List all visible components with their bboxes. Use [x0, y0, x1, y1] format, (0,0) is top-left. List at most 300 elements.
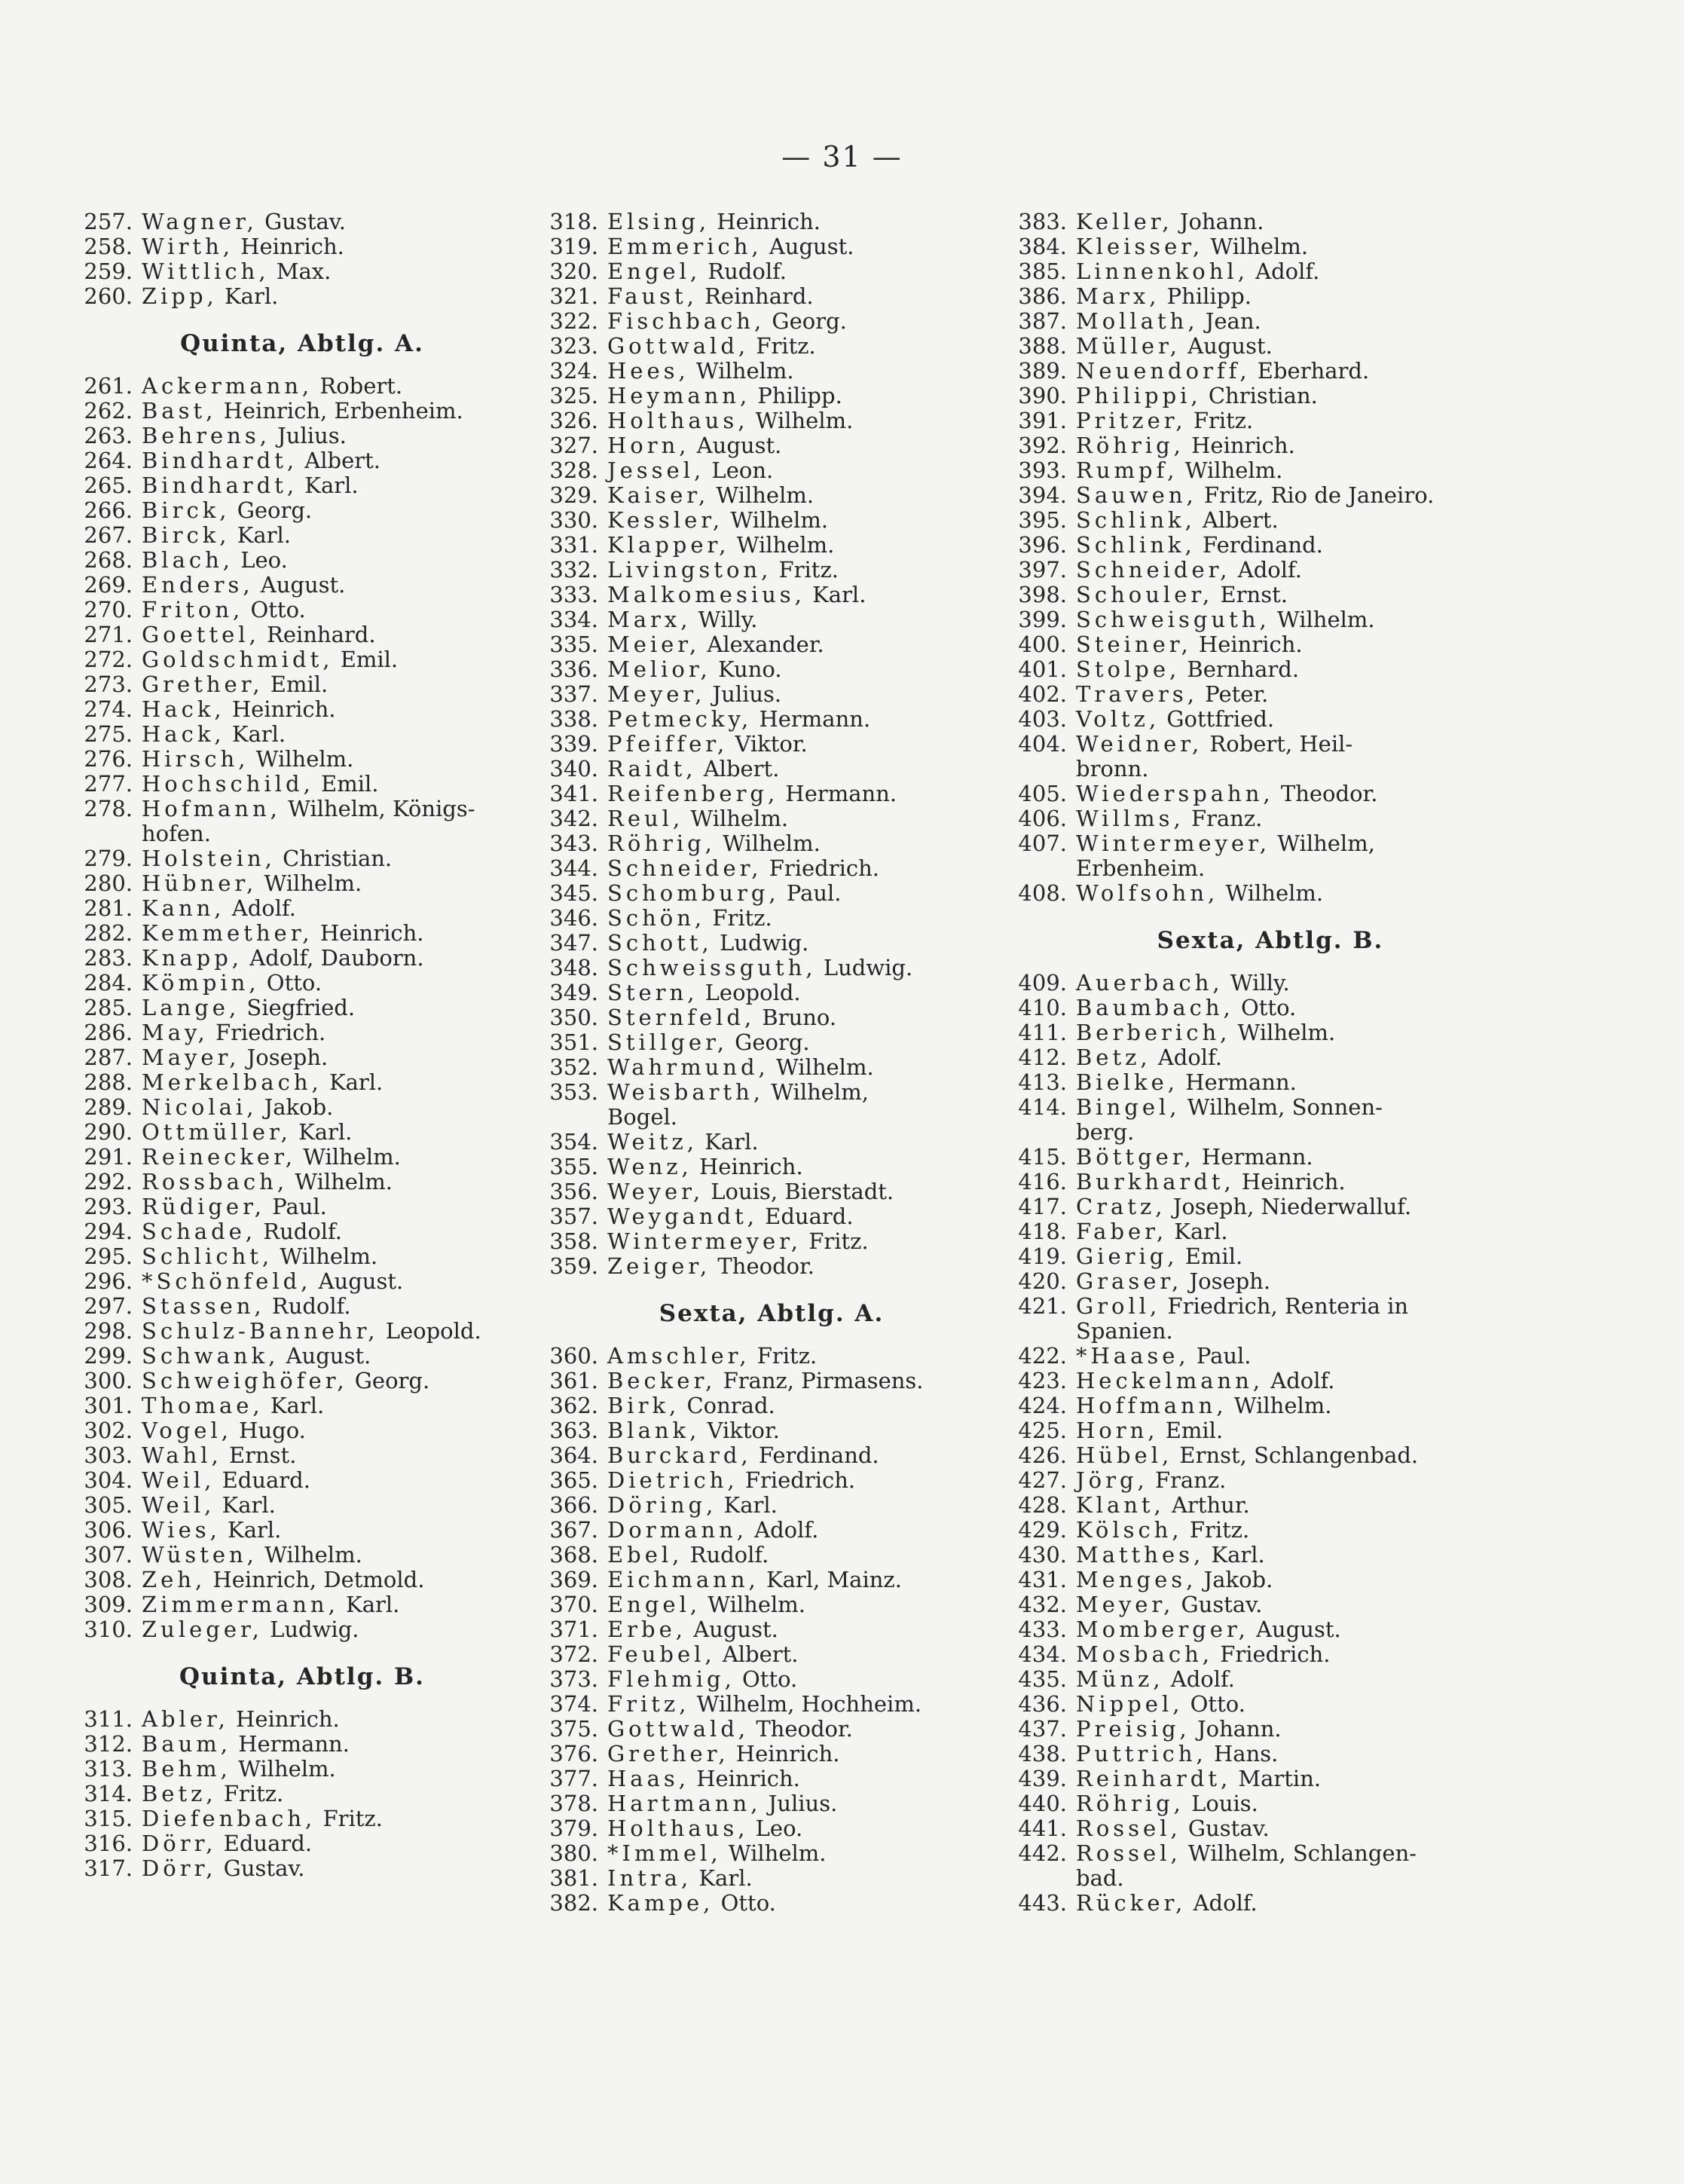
entry-name	[133, 374, 402, 399]
entry-name	[598, 1766, 800, 1791]
entry-number: 388.	[1018, 333, 1067, 359]
entry-surname: Ottmüller,	[142, 1119, 292, 1145]
entry-number: 326.	[549, 408, 598, 433]
entry-list	[538, 210, 1005, 1105]
entry-name	[1067, 284, 1252, 309]
entry-number: 374.	[549, 1691, 598, 1717]
list-item	[1007, 1592, 1534, 1617]
entry-number: 342.	[549, 806, 598, 831]
entry-list	[1007, 1891, 1534, 1916]
entry-given-name: Rudolf.	[256, 1219, 342, 1244]
entry-surname: Bindhardt,	[142, 448, 298, 473]
entry-given-name: Wilhelm.	[1218, 880, 1324, 906]
list-item	[1007, 1493, 1534, 1518]
list-item	[1007, 359, 1534, 384]
list-item	[1007, 1418, 1534, 1443]
entry-number: 419.	[1018, 1243, 1067, 1269]
entry-given-name: Ernst.	[222, 1442, 297, 1468]
entry-name	[598, 583, 866, 607]
entry-surname: Horn,	[607, 433, 690, 458]
entry-name	[133, 399, 463, 424]
entry-given-name: Karl.	[220, 1517, 282, 1543]
entry-surname: Rücker,	[1076, 1890, 1187, 1916]
entry-given-name: Hermann.	[1178, 1069, 1297, 1095]
entry-name	[133, 697, 336, 722]
entry-surname: Engel,	[607, 258, 701, 284]
entry-name	[133, 971, 322, 996]
entry-surname: Hübel,	[1076, 1442, 1173, 1468]
entry-given-name: Wilhelm.	[709, 482, 814, 508]
entry-surname: Stillger,	[607, 1029, 728, 1055]
entry-name	[1067, 1269, 1270, 1294]
list-item	[538, 1642, 1005, 1667]
entry-name	[598, 1717, 853, 1742]
entry-name	[133, 797, 475, 821]
entry-name	[133, 1045, 328, 1070]
entry-number: 361.	[549, 1368, 598, 1393]
entry-name	[133, 1732, 350, 1757]
list-item	[1007, 1617, 1534, 1642]
entry-number: 287.	[84, 1045, 133, 1070]
entry-given-name: Franz.	[1148, 1467, 1227, 1493]
entry-surname: Schön,	[607, 905, 706, 931]
entry-given-name: Eberhard.	[1250, 358, 1370, 384]
entry-name	[133, 896, 296, 921]
entry-number: 406.	[1018, 806, 1067, 831]
entry-surname: Baum,	[142, 1731, 231, 1757]
entry-number: 324.	[549, 358, 598, 384]
list-item	[538, 210, 1005, 234]
entry-number: 357.	[549, 1204, 598, 1229]
entry-given-name: Reinhard.	[697, 283, 814, 309]
entry-name	[1067, 1393, 1331, 1418]
entry-surname: Eichmann,	[607, 1567, 759, 1592]
list-item	[72, 210, 532, 234]
entry-number: 353.	[549, 1079, 598, 1105]
entry-given-name: Albert.	[1195, 507, 1279, 533]
entry-surname: Sternfeld,	[607, 1005, 756, 1030]
entry-surname: Reifenberg,	[607, 781, 779, 806]
list-item	[72, 259, 532, 284]
entry-number: 376.	[549, 1741, 598, 1766]
entry-list	[72, 374, 532, 821]
entry-number: 263.	[84, 423, 133, 448]
list-item	[1007, 1269, 1534, 1294]
list-item	[538, 1080, 1005, 1105]
list-item	[72, 846, 532, 871]
entry-surname: *Schönfeld,	[142, 1268, 312, 1294]
list-item	[538, 1030, 1005, 1055]
entry-number: 387.	[1018, 308, 1067, 334]
entry-given-name: Heinrich.	[225, 696, 336, 722]
entry-surname: Bindhardt,	[142, 473, 298, 498]
list-item	[72, 1269, 532, 1294]
list-item	[72, 1319, 532, 1344]
entry-number: 274.	[84, 696, 133, 722]
entry-number: 300.	[84, 1368, 133, 1393]
entry-surname: Berberich,	[1076, 1020, 1231, 1045]
entry-name	[598, 607, 758, 632]
list-item	[72, 573, 532, 598]
list-item	[1007, 583, 1534, 607]
entry-number: 297.	[84, 1293, 133, 1319]
entry-number: 358.	[549, 1228, 598, 1254]
entry-given-name: Otto.	[714, 1890, 776, 1916]
entry-continuation: Bogel.	[607, 1104, 677, 1130]
entry-name	[133, 1707, 340, 1732]
entry-name	[133, 1592, 399, 1617]
entry-given-name: Georg.	[230, 497, 313, 523]
entry-number: 282.	[84, 920, 133, 946]
entry-given-name: August.	[689, 433, 782, 458]
entry-name	[1067, 1219, 1228, 1244]
list-item	[1007, 996, 1534, 1020]
entry-surname: Meyer,	[1076, 1592, 1175, 1617]
entry-continuation: bad.	[1076, 1865, 1124, 1891]
entry-name	[133, 647, 398, 672]
entry-surname: Erbe,	[607, 1617, 686, 1642]
entry-name	[1067, 1443, 1418, 1468]
entry-number: 396.	[1018, 532, 1067, 558]
entry-number: 439.	[1018, 1766, 1067, 1791]
entry-surname: Auerbach,	[1076, 970, 1224, 996]
entry-number: 334.	[549, 607, 598, 632]
entry-name	[133, 1518, 281, 1543]
entry-number: 390.	[1018, 383, 1067, 408]
entry-given-name: Heinrich.	[228, 1706, 340, 1732]
entry-given-name: Wilhelm.	[701, 1592, 805, 1617]
list-item	[72, 1732, 532, 1757]
entry-name	[1067, 682, 1268, 707]
entry-name	[1067, 782, 1377, 806]
entry-number: 424.	[1018, 1393, 1067, 1418]
entry-surname: Feubel,	[607, 1641, 716, 1667]
entry-number: 402.	[1018, 681, 1067, 707]
entry-name	[133, 473, 359, 498]
list-item	[538, 980, 1005, 1005]
entry-surname: Diefenbach,	[142, 1806, 316, 1831]
list-item	[72, 1120, 532, 1145]
entry-number: 434.	[1018, 1641, 1067, 1667]
entry-given-name: Viktor.	[728, 731, 808, 757]
entry-given-name: Otto.	[243, 597, 306, 622]
entry-given-name: Georg.	[347, 1368, 430, 1393]
entry-name	[133, 946, 424, 971]
entry-given-name: Ferdinand.	[1195, 532, 1323, 558]
entry-given-name: Albert.	[696, 756, 780, 782]
entry-surname: Schweissguth,	[607, 955, 817, 980]
entry-number: 343.	[549, 830, 598, 856]
entry-name	[133, 747, 353, 772]
entry-surname: Matthes,	[1076, 1542, 1205, 1568]
entry-given-name: Wilhelm.	[721, 1840, 827, 1866]
entry-given-name: August.	[253, 572, 346, 598]
entry-given-name: Adolf.	[1151, 1045, 1223, 1070]
entry-surname: Stolpe,	[1076, 656, 1181, 682]
entry-number: 399.	[1018, 607, 1067, 632]
entry-surname: Hartmann,	[607, 1791, 762, 1816]
entry-number: 323.	[549, 333, 598, 359]
list-item	[72, 896, 532, 921]
list-item	[538, 508, 1005, 533]
entry-surname: Thomae,	[142, 1393, 264, 1418]
entry-given-name: Ludwig.	[712, 930, 809, 956]
entry-given-name: Franz, Pirmasens.	[716, 1368, 924, 1393]
list-item	[1007, 408, 1534, 433]
entry-surname: Fischbach,	[607, 308, 766, 334]
list-item	[1007, 806, 1534, 831]
entry-surname: Rossel,	[1076, 1815, 1181, 1841]
entry-name	[598, 682, 781, 707]
list-item	[1007, 1219, 1534, 1244]
list-item	[1007, 1891, 1534, 1916]
entry-name	[1067, 1891, 1258, 1916]
entry-given-name: Georg.	[727, 1029, 810, 1055]
list-item	[1007, 234, 1534, 259]
entry-surname: Dörr,	[142, 1831, 217, 1856]
entry-surname: Betz,	[1076, 1045, 1151, 1070]
entry-name	[598, 1393, 775, 1418]
entry-number: 435.	[1018, 1666, 1067, 1692]
entry-number: 384.	[1018, 234, 1067, 259]
list-item	[1007, 1518, 1534, 1543]
entry-surname: Hochschild,	[142, 771, 314, 797]
entry-name	[133, 1219, 342, 1244]
list-item	[538, 1369, 1005, 1393]
entry-surname: Intra,	[607, 1865, 692, 1891]
list-item	[1007, 971, 1534, 996]
entry-number: 273.	[84, 671, 133, 697]
entry-surname: Wahl,	[142, 1442, 222, 1468]
entry-number: 421.	[1018, 1293, 1067, 1319]
entry-number: 373.	[549, 1666, 598, 1692]
list-item	[1007, 632, 1534, 657]
list-item	[538, 1155, 1005, 1179]
entry-name	[598, 1204, 854, 1229]
entry-list	[1007, 1344, 1534, 1866]
entry-number: 293.	[84, 1194, 133, 1219]
entry-surname: Mosbach,	[1076, 1641, 1214, 1667]
entry-given-name: Otto.	[1183, 1691, 1245, 1717]
entry-number: 272.	[84, 647, 133, 672]
entry-number: 314.	[84, 1781, 133, 1806]
entry-number: 393.	[1018, 457, 1067, 483]
entry-number: 347.	[549, 930, 598, 956]
entry-number: 322.	[549, 308, 598, 334]
entry-name	[133, 1244, 377, 1269]
list-item	[72, 1045, 532, 1070]
entry-surname: Röhrig,	[1076, 433, 1184, 458]
entry-number: 329.	[549, 482, 598, 508]
entry-surname: Wittlich,	[142, 258, 270, 284]
entry-surname: Schweisguth,	[1076, 607, 1270, 632]
entry-surname: Rossbach,	[142, 1169, 289, 1194]
entry-list	[538, 1344, 1005, 1916]
entry-name	[598, 483, 814, 508]
entry-surname: Kann,	[142, 895, 225, 921]
entry-number: 367.	[549, 1517, 598, 1543]
entry-name	[598, 1369, 924, 1393]
list-item	[72, 284, 532, 309]
entry-given-name: Ernst, Schlangenbad.	[1172, 1442, 1419, 1468]
entry-name	[598, 558, 839, 583]
entry-surname: Nicolai,	[142, 1094, 258, 1120]
entry-surname: Baumbach,	[1076, 995, 1234, 1020]
entry-continuation: hofen.	[142, 821, 211, 846]
entry-surname: Flehmig,	[607, 1666, 735, 1692]
entry-surname: Betz,	[142, 1781, 217, 1806]
entry-number: 288.	[84, 1069, 133, 1095]
entry-number: 381.	[549, 1865, 598, 1891]
entry-name	[1067, 1816, 1270, 1841]
entry-number: 336.	[549, 656, 598, 682]
entry-name	[1067, 996, 1296, 1020]
entry-continuation: bronn.	[1076, 756, 1149, 782]
entry-surname: Kaiser,	[607, 482, 710, 508]
entry-number: 437.	[1018, 1716, 1067, 1742]
entry-name	[133, 548, 288, 573]
entry-given-name: Wilhelm,	[1270, 830, 1375, 856]
entry-given-name: Wilhelm.	[1270, 607, 1375, 632]
entry-surname: Kessler,	[607, 507, 724, 533]
entry-surname: Schneider,	[1076, 557, 1231, 583]
entry-surname: Grether,	[142, 671, 264, 697]
entry-given-name: Karl.	[322, 1069, 384, 1095]
entry-surname: Weitz,	[607, 1129, 698, 1155]
entry-number: 436.	[1018, 1691, 1067, 1717]
entry-name	[1067, 309, 1261, 334]
entry-given-name: Karl.	[698, 1129, 759, 1155]
list-item	[538, 856, 1005, 881]
entry-number: 308.	[84, 1567, 133, 1592]
entry-surname: Rumpf,	[1076, 457, 1178, 483]
entry-name	[133, 1194, 327, 1219]
entry-name	[598, 1642, 799, 1667]
entry-given-name: Wilhelm.	[1227, 1393, 1332, 1418]
entry-given-name: Christian.	[1201, 383, 1318, 408]
entry-name	[1067, 881, 1323, 906]
entry-given-name: Fritz.	[316, 1806, 383, 1831]
entry-name	[133, 1344, 371, 1369]
entry-surname: Lange,	[142, 995, 240, 1020]
entry-number: 318.	[549, 209, 598, 234]
entry-number: 407.	[1018, 830, 1067, 856]
entry-continuation: Erbenheim.	[1076, 855, 1206, 881]
entry-name	[598, 1030, 810, 1055]
list-item	[538, 1179, 1005, 1204]
entry-given-name: Rudolf.	[264, 1293, 351, 1319]
entry-name	[598, 1791, 837, 1816]
entry-number: 268.	[84, 547, 133, 573]
list-item	[1007, 433, 1534, 458]
list-item	[72, 1244, 532, 1269]
entry-name	[598, 1667, 797, 1692]
entry-surname: Zuleger,	[142, 1617, 263, 1642]
entry-given-name: Hermann.	[1194, 1144, 1313, 1170]
entry-name	[1067, 234, 1308, 259]
page-number: — 31 —	[781, 140, 903, 173]
entry-number: 438.	[1018, 1741, 1067, 1766]
entry-surname: Behrens,	[142, 423, 270, 448]
entry-name	[598, 210, 821, 234]
entry-number: 385.	[1018, 258, 1067, 284]
entry-given-name: Bruno.	[755, 1005, 837, 1030]
entry-number: 363.	[549, 1418, 598, 1443]
entry-number: 380.	[549, 1840, 598, 1866]
entry-given-name: Fritz.	[1186, 408, 1254, 433]
entry-given-name: Emil.	[263, 671, 329, 697]
list-item	[72, 1518, 532, 1543]
entry-surname: Zipp,	[142, 283, 218, 309]
entry-given-name: Eduard.	[215, 1467, 310, 1493]
entry-number: 304.	[84, 1467, 133, 1493]
entry-surname: Abler,	[142, 1706, 229, 1732]
entry-number: 423.	[1018, 1368, 1067, 1393]
entry-name	[1067, 1592, 1262, 1617]
entry-given-name: Leo.	[748, 1815, 803, 1841]
list-item	[72, 1443, 532, 1468]
entry-given-name: Kuno.	[711, 656, 782, 682]
entry-given-name: Gustav.	[1181, 1815, 1270, 1841]
column-3	[1007, 210, 1534, 1916]
entry-name	[598, 1080, 869, 1105]
entry-name	[598, 359, 794, 384]
list-item	[538, 806, 1005, 831]
entry-name	[598, 931, 808, 956]
entry-surname: Gottwald,	[607, 333, 750, 359]
entry-name	[598, 284, 814, 309]
entry-surname: Klant,	[1076, 1492, 1165, 1518]
entry-given-name: Heinrich.	[1234, 1169, 1346, 1194]
list-item	[538, 408, 1005, 433]
entry-name	[598, 956, 912, 980]
entry-surname: Graser,	[1076, 1268, 1183, 1294]
entry-given-name: Eduard.	[216, 1831, 313, 1856]
list-item	[72, 1707, 532, 1732]
entry-given-name: Jean.	[1198, 308, 1261, 334]
entry-given-name: Martin.	[1231, 1766, 1322, 1791]
list-item	[538, 1493, 1005, 1518]
entry-given-name: August.	[311, 1268, 404, 1294]
entry-list	[1007, 971, 1534, 1120]
entry-number: 350.	[549, 1005, 598, 1030]
list-item	[72, 871, 532, 896]
list-item	[1007, 1717, 1534, 1742]
entry-number: 285.	[84, 995, 133, 1020]
entry-number: 408.	[1018, 880, 1067, 906]
entry-given-name: Leopold.	[378, 1318, 481, 1344]
entry-given-name: Wilhelm.	[295, 1144, 401, 1170]
entry-name	[598, 334, 816, 359]
entry-number: 298.	[84, 1318, 133, 1344]
entry-given-name: Wilhelm.	[715, 830, 821, 856]
entry-name	[1067, 657, 1299, 682]
entry-given-name: Fritz, Rio de Janeiro.	[1197, 482, 1435, 508]
entry-number: 430.	[1018, 1542, 1067, 1568]
list-item	[1007, 533, 1534, 558]
entry-name	[133, 921, 424, 946]
entry-number: 386.	[1018, 283, 1067, 309]
entry-surname: Rossel,	[1076, 1840, 1181, 1866]
list-item	[538, 433, 1005, 458]
list-item	[1007, 707, 1534, 732]
entry-name	[1067, 1791, 1258, 1816]
entry-surname: Zeh,	[142, 1567, 206, 1592]
entry-number: 394.	[1018, 482, 1067, 508]
entry-name	[1067, 1617, 1341, 1642]
entry-number: 375.	[549, 1716, 598, 1742]
entry-given-name: Wilhelm.	[769, 1054, 874, 1080]
